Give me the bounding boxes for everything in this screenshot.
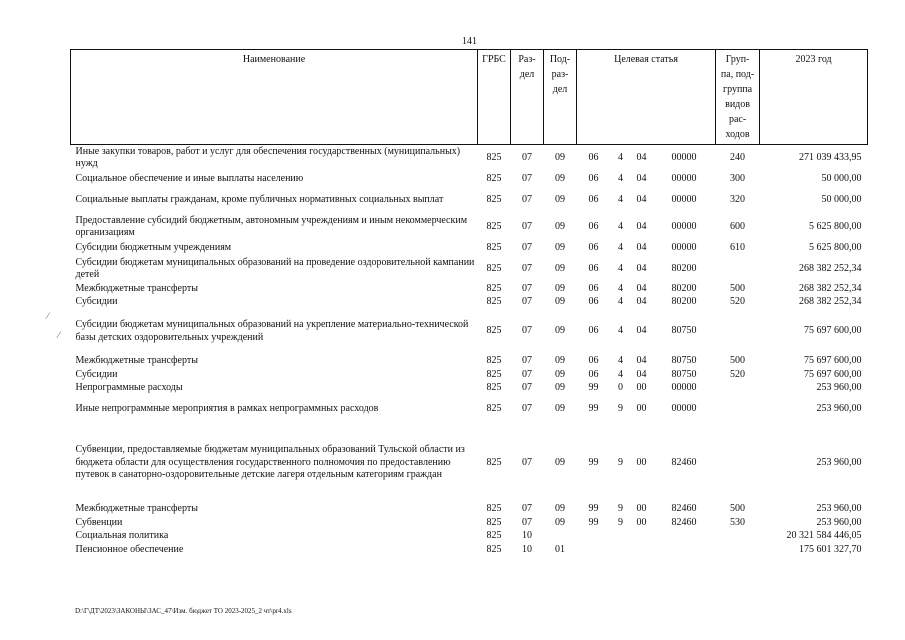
row-grbs: 825 bbox=[486, 381, 502, 393]
row-grbs: 825 bbox=[486, 282, 502, 294]
row-name: Пенсионное обеспечение bbox=[75, 544, 184, 556]
row-target-type bbox=[611, 530, 631, 544]
row-podrazdel: 09 bbox=[555, 381, 565, 393]
row-grbs: 825 bbox=[486, 516, 502, 528]
row-razdel: 07 bbox=[522, 456, 532, 468]
row-target-type: 4 bbox=[618, 152, 623, 163]
row-name: Субсидии bbox=[75, 295, 118, 307]
row-target-direction bbox=[653, 544, 716, 558]
row-target-type: 4 bbox=[618, 368, 623, 380]
row-amount: 50 000,00 bbox=[821, 172, 862, 184]
row-expense-group: 320 bbox=[730, 193, 746, 205]
row-podrazdel: 09 bbox=[555, 220, 565, 232]
row-target-subprogram: 04 bbox=[636, 152, 647, 163]
row-grbs: 825 bbox=[486, 368, 502, 380]
table-row bbox=[71, 283, 868, 296]
row-grbs: 825 bbox=[486, 172, 502, 184]
row-razdel: 07 bbox=[522, 325, 532, 337]
row-amount: 253 960,00 bbox=[816, 403, 862, 415]
row-amount: 253 960,00 bbox=[816, 456, 862, 468]
row-razdel: 07 bbox=[522, 282, 532, 294]
row-amount: 5 625 800,00 bbox=[809, 220, 862, 232]
row-target-direction: 82460 bbox=[671, 502, 697, 514]
row-target-type: 4 bbox=[618, 172, 623, 184]
row-razdel: 07 bbox=[522, 355, 532, 367]
margin-mark: ⁄ bbox=[58, 330, 60, 340]
row-target-direction bbox=[653, 530, 716, 544]
row-target-type bbox=[611, 544, 631, 558]
row-podrazdel: 09 bbox=[555, 368, 565, 380]
row-podrazdel: 01 bbox=[555, 544, 565, 556]
table-row bbox=[71, 425, 868, 502]
row-amount: 50 000,00 bbox=[821, 193, 862, 205]
row-target-subprogram: 04 bbox=[636, 282, 647, 294]
row-target-type: 9 bbox=[618, 516, 623, 528]
row-expense-group bbox=[716, 425, 760, 502]
row-target-program: 06 bbox=[588, 241, 599, 253]
row-target-program: 06 bbox=[588, 172, 599, 184]
row-name: Межбюджетные трансферты bbox=[75, 502, 198, 514]
row-razdel: 07 bbox=[522, 172, 532, 184]
row-target-type: 9 bbox=[618, 456, 623, 468]
table-row bbox=[71, 309, 868, 355]
row-razdel: 07 bbox=[522, 368, 532, 380]
table-header-row bbox=[71, 50, 868, 145]
row-podrazdel: 09 bbox=[555, 295, 565, 307]
row-expense-group bbox=[716, 256, 760, 283]
row-target-subprogram: 04 bbox=[636, 172, 647, 184]
row-podrazdel: 09 bbox=[555, 172, 565, 184]
row-name: Субсидии бюджетам муниципальных образований на проведение оздоровительной кампании детей bbox=[75, 256, 475, 280]
row-grbs: 825 bbox=[486, 456, 502, 468]
row-target-direction: 80750 bbox=[671, 355, 697, 367]
row-expense-group: 500 bbox=[730, 282, 746, 294]
table-body bbox=[71, 145, 868, 558]
row-target-program: 06 bbox=[588, 368, 599, 380]
row-target-type: 9 bbox=[618, 502, 623, 514]
row-razdel: 07 bbox=[522, 295, 532, 307]
table-row bbox=[71, 241, 868, 256]
row-razdel: 07 bbox=[522, 262, 532, 274]
row-target-type: 0 bbox=[618, 381, 623, 393]
row-razdel: 07 bbox=[522, 403, 532, 415]
row-grbs: 825 bbox=[486, 403, 502, 415]
row-target-subprogram bbox=[631, 544, 653, 558]
row-podrazdel: 09 bbox=[555, 325, 565, 337]
row-podrazdel: 09 bbox=[555, 193, 565, 205]
row-name: Субсидии бюджетам муниципальных образований на укрепление материально-технической базы детских оздоровительных учреждений bbox=[75, 319, 469, 343]
row-name: Субсидии bbox=[75, 368, 118, 380]
row-name: Непрограммные расходы bbox=[75, 381, 183, 393]
row-expense-group: 610 bbox=[730, 241, 746, 253]
row-name: Межбюджетные трансферты bbox=[75, 355, 198, 367]
table-row bbox=[71, 395, 868, 425]
row-target-direction: 00000 bbox=[671, 172, 697, 184]
row-target-type: 4 bbox=[618, 220, 623, 232]
row-amount: 253 960,00 bbox=[816, 502, 862, 514]
row-target-direction: 00000 bbox=[671, 193, 697, 205]
row-razdel: 07 bbox=[522, 152, 532, 163]
row-target-type: 9 bbox=[618, 403, 623, 415]
row-target-type: 4 bbox=[618, 241, 623, 253]
row-name: Социальное обеспечение и иные выплаты населению bbox=[75, 172, 304, 184]
row-grbs: 825 bbox=[486, 530, 502, 542]
table-row bbox=[71, 355, 868, 369]
row-name: Иные непрограммные мероприятия в рамках непрограммных расходов bbox=[75, 403, 379, 415]
row-target-subprogram: 04 bbox=[636, 368, 647, 380]
row-expense-group bbox=[716, 309, 760, 355]
row-grbs: 825 bbox=[486, 544, 502, 556]
table-row bbox=[71, 544, 868, 558]
row-podrazdel: 09 bbox=[555, 241, 565, 253]
row-target-direction: 00000 bbox=[671, 220, 697, 232]
row-target-program: 99 bbox=[588, 381, 599, 393]
row-target-subprogram: 04 bbox=[636, 295, 647, 307]
row-razdel: 10 bbox=[522, 530, 532, 542]
row-name: Социальные выплаты гражданам, кроме публичных нормативных социальных выплат bbox=[75, 193, 444, 205]
row-target-program: 06 bbox=[588, 282, 599, 294]
row-grbs: 825 bbox=[486, 193, 502, 205]
header-name: Наименование bbox=[71, 50, 478, 145]
header-expense-group: Груп- па, под- группа видов рас- ходов bbox=[716, 50, 760, 145]
file-path: D:\Г\ДТ\2023\ЗАКОНЫ\ЗАС_47\Изм. бюджет ТО 2023-2025_2 чт\pr4.xls bbox=[75, 607, 292, 615]
table-row bbox=[71, 382, 868, 395]
row-grbs: 825 bbox=[486, 241, 502, 253]
header-target: Целевая статья bbox=[577, 50, 716, 145]
row-target-subprogram: 00 bbox=[636, 381, 647, 393]
row-expense-group: 240 bbox=[730, 152, 746, 163]
row-target-program: 06 bbox=[588, 262, 599, 274]
row-podrazdel bbox=[544, 530, 577, 544]
row-target-program: 99 bbox=[588, 516, 599, 528]
row-target-direction: 00000 bbox=[671, 403, 697, 415]
row-amount: 253 960,00 bbox=[816, 516, 862, 528]
row-target-subprogram: 04 bbox=[636, 325, 647, 337]
row-podrazdel: 09 bbox=[555, 516, 565, 528]
row-podrazdel: 09 bbox=[555, 262, 565, 274]
row-podrazdel: 09 bbox=[555, 355, 565, 367]
row-name: Субсидии бюджетным учреждениям bbox=[75, 241, 232, 253]
row-target-subprogram: 04 bbox=[636, 355, 647, 367]
row-target-type: 4 bbox=[618, 262, 623, 274]
row-name: Межбюджетные трансферты bbox=[75, 282, 198, 294]
row-target-subprogram: 04 bbox=[636, 220, 647, 232]
row-grbs: 825 bbox=[486, 502, 502, 514]
row-target-subprogram: 00 bbox=[636, 403, 647, 415]
row-target-program bbox=[577, 530, 611, 544]
row-podrazdel: 09 bbox=[555, 502, 565, 514]
row-razdel: 07 bbox=[522, 241, 532, 253]
row-target-subprogram: 04 bbox=[636, 262, 647, 274]
row-name: Социальная политика bbox=[75, 530, 169, 542]
header-year: 2023 год bbox=[760, 50, 868, 145]
row-amount: 75 697 600,00 bbox=[804, 325, 862, 337]
row-podrazdel: 09 bbox=[555, 403, 565, 415]
row-name: Субвенции bbox=[75, 516, 123, 528]
row-podrazdel: 09 bbox=[555, 152, 565, 163]
header-razdel: Раз- дел bbox=[511, 50, 544, 145]
row-grbs: 825 bbox=[486, 220, 502, 232]
row-target-program: 06 bbox=[588, 193, 599, 205]
row-razdel: 07 bbox=[522, 381, 532, 393]
row-target-subprogram: 04 bbox=[636, 193, 647, 205]
row-amount: 268 382 252,34 bbox=[799, 282, 862, 294]
row-target-subprogram bbox=[631, 530, 653, 544]
row-target-direction: 00000 bbox=[671, 152, 697, 163]
row-expense-group bbox=[716, 382, 760, 395]
row-target-direction: 80750 bbox=[671, 325, 697, 337]
row-grbs: 825 bbox=[486, 295, 502, 307]
row-name: Предоставление субсидий бюджетным, автономным учреждениям и иным некоммерческим организациям bbox=[75, 214, 468, 238]
row-expense-group: 520 bbox=[730, 368, 746, 380]
row-target-program: 06 bbox=[588, 325, 599, 337]
row-target-direction: 82460 bbox=[671, 516, 697, 528]
row-target-direction: 80200 bbox=[671, 295, 697, 307]
row-target-subprogram: 00 bbox=[636, 502, 647, 514]
row-amount: 175 601 327,70 bbox=[799, 544, 862, 556]
budget-table bbox=[70, 49, 868, 558]
row-target-program: 06 bbox=[588, 295, 599, 307]
row-target-subprogram: 00 bbox=[636, 516, 647, 528]
table-row bbox=[71, 187, 868, 214]
row-target-direction: 80750 bbox=[671, 368, 697, 380]
row-expense-group bbox=[716, 530, 760, 544]
table-row bbox=[71, 502, 868, 517]
row-amount: 271 039 433,95 bbox=[799, 152, 862, 163]
row-razdel: 07 bbox=[522, 220, 532, 232]
page-number: 141 bbox=[462, 36, 477, 47]
row-amount: 5 625 800,00 bbox=[809, 241, 862, 253]
row-amount: 75 697 600,00 bbox=[804, 368, 862, 380]
row-grbs: 825 bbox=[486, 325, 502, 337]
margin-mark: ⁄ bbox=[47, 311, 49, 321]
row-expense-group bbox=[716, 395, 760, 425]
row-target-direction: 00000 bbox=[671, 381, 697, 393]
row-target-subprogram: 04 bbox=[636, 241, 647, 253]
row-podrazdel: 09 bbox=[555, 282, 565, 294]
row-amount: 268 382 252,34 bbox=[799, 262, 862, 274]
row-target-program: 99 bbox=[588, 456, 599, 468]
row-name: Субвенции, предоставляемые бюджетам муниципальных образований Тульской области из бюджета области для осуществления государственного полномочия по предоставлению путевок в санаторно-оздоровительные детские лагеря отдельным категориям граждан bbox=[75, 444, 465, 481]
row-target-direction: 82460 bbox=[671, 456, 697, 468]
row-target-type: 4 bbox=[618, 355, 623, 367]
row-expense-group: 500 bbox=[730, 355, 746, 367]
row-target-direction: 80200 bbox=[671, 262, 697, 274]
table-row bbox=[71, 369, 868, 382]
row-target-type: 4 bbox=[618, 193, 623, 205]
row-grbs: 825 bbox=[486, 262, 502, 274]
row-expense-group: 520 bbox=[730, 295, 746, 307]
table-row bbox=[71, 517, 868, 530]
row-razdel: 07 bbox=[522, 193, 532, 205]
table-row bbox=[71, 530, 868, 544]
row-amount: 20 321 584 446,05 bbox=[786, 530, 862, 542]
row-razdel: 07 bbox=[522, 502, 532, 514]
row-target-direction: 00000 bbox=[671, 241, 697, 253]
row-razdel: 07 bbox=[522, 516, 532, 528]
header-podrazdel: Под- раз- дел bbox=[544, 50, 577, 145]
row-target-program: 06 bbox=[588, 355, 599, 367]
row-amount: 75 697 600,00 bbox=[804, 355, 862, 367]
row-target-subprogram: 00 bbox=[636, 456, 647, 468]
table-row bbox=[71, 172, 868, 187]
row-podrazdel: 09 bbox=[555, 456, 565, 468]
row-expense-group bbox=[716, 544, 760, 558]
row-grbs: 825 bbox=[486, 355, 502, 367]
row-target-program: 06 bbox=[588, 220, 599, 232]
row-expense-group: 530 bbox=[730, 516, 746, 528]
row-target-program: 99 bbox=[588, 403, 599, 415]
row-target-direction: 80200 bbox=[671, 282, 697, 294]
row-amount: 253 960,00 bbox=[816, 381, 862, 393]
row-name: Иные закупки товаров, работ и услуг для обеспечения государственных (муниципальных) нужд bbox=[75, 145, 461, 170]
row-expense-group: 500 bbox=[730, 502, 746, 514]
table-row bbox=[71, 256, 868, 283]
table-row bbox=[71, 145, 868, 172]
row-expense-group: 600 bbox=[730, 220, 746, 232]
row-razdel: 10 bbox=[522, 544, 532, 556]
row-target-program: 99 bbox=[588, 502, 599, 514]
row-target-program: 06 bbox=[588, 152, 599, 163]
row-target-type: 4 bbox=[618, 325, 623, 337]
header-grbs: ГРБС bbox=[478, 50, 511, 145]
row-amount: 268 382 252,34 bbox=[799, 295, 862, 307]
table-row bbox=[71, 214, 868, 241]
row-grbs: 825 bbox=[486, 152, 502, 163]
row-target-type: 4 bbox=[618, 295, 623, 307]
row-target-type: 4 bbox=[618, 282, 623, 294]
row-expense-group: 300 bbox=[730, 172, 746, 184]
row-target-program bbox=[577, 544, 611, 558]
table-row bbox=[71, 296, 868, 309]
